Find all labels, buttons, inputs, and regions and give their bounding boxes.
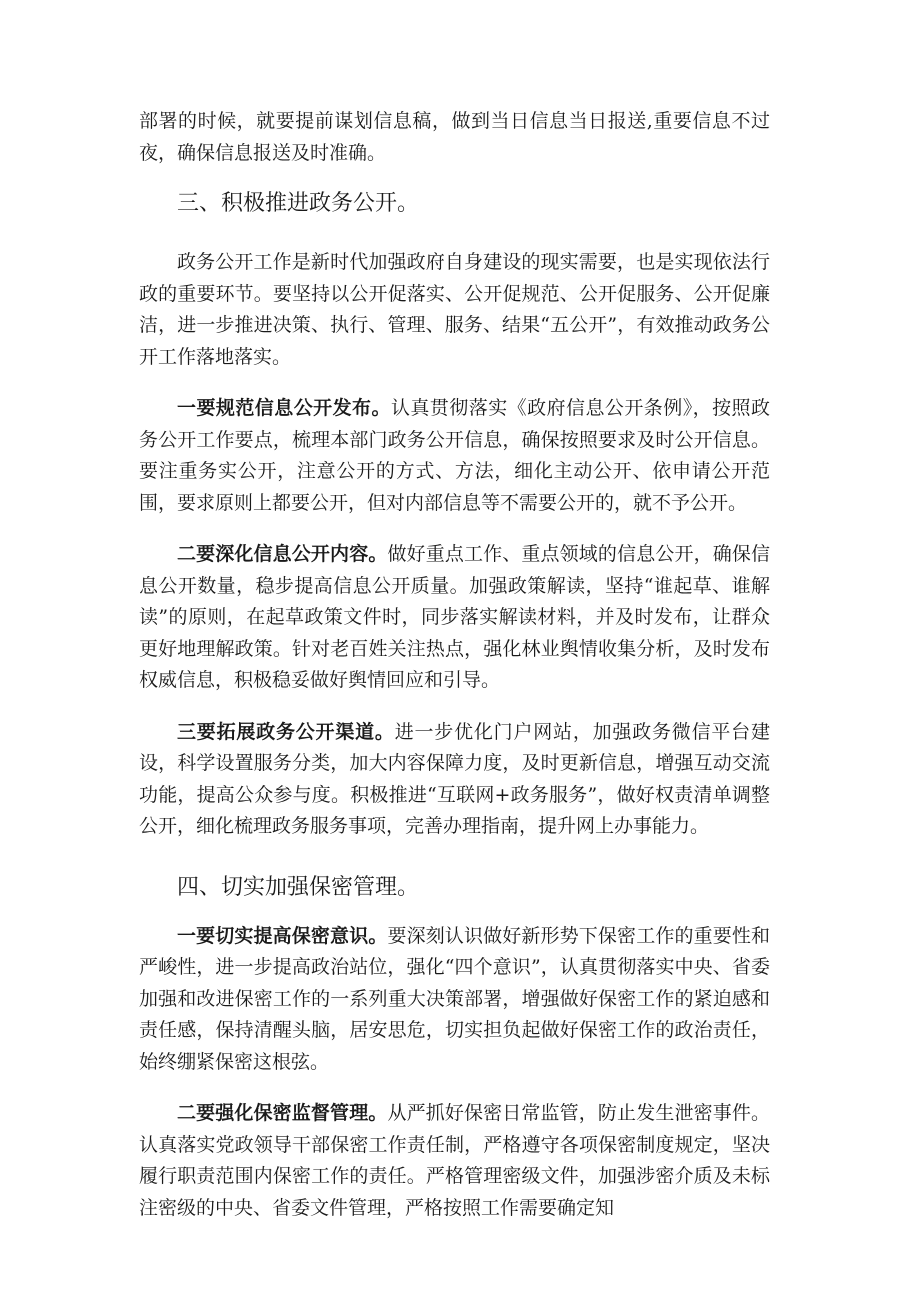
paragraph-body: 进一步优化门户网站，加强政务微信平台建设，科学设置服务分类，加大内容保障力度，及时更新信息，增强互动交流功能，提高公众参与度。积极推进“互联网+政务服务”，做好权责清单调整公开，细化梳理政务服务事项，完善办理指南，提升网上办事能力。	[139, 720, 770, 837]
paragraph-open-government-intro: 政务公开工作是新时代加强政府自身建设的现实需要，也是实现依法行政的重要环节。要坚持以公开促落实、公开促规范、公开促服务、公开促廉洁，进一步推进决策、执行、管理、服务、结果“五公开”，有效推动政务公开工作落地落实。	[139, 251, 770, 368]
paragraph-lead: 一要规范信息公开发布。	[177, 397, 391, 419]
paragraph-body: 认真贯彻落实《政府信息公开条例》，按照政务公开工作要点，梳理本部门政务公开信息，确保按照要求及时公开信息。要注重务实公开，注意公开的方式、方法，细化主动公开、依申请公开范围，要求原则上都要公开，但对内部信息等不需要公开的，就不予公开。	[139, 397, 770, 514]
paragraph-secrecy-supervision	[139, 1098, 770, 1224]
paragraph-continuation: 部署的时候，就要提前谋划信息稿，做到当日信息当日报送,重要信息不过夜，确保信息报送及时准确。	[139, 110, 770, 164]
paragraph-lead: 三要拓展政务公开渠道。	[177, 720, 395, 743]
paragraph-body: 做好重点工作、重点领域的信息公开，确保信息公开数量，稳步提高信息公开质量。加强政策解读，坚持“谁起草、谁解读”的原则，在起草政策文件时，同步落实解读材料，并及时发布，让群众更好地理解政策。针对老百姓关注热点，强化林业舆情收集分析，及时发布权威信息，积极稳妥做好舆情回应和引导。	[139, 543, 770, 691]
section-heading-3: 三、积极推进政务公开。	[177, 191, 420, 216]
paragraph-deepen-disclosure	[139, 539, 770, 697]
paragraph-body: 从严抓好保密日常监管，防止发生泄密事件。认真落实党政领导干部保密工作责任制，严格遵守各项保密制度规定，坚决履行职责范围内保密工作的责任。严格管理密级文件，加强涉密介质及未标注密级的中央、省委文件管理，严格按照工作需要确定知	[139, 1102, 770, 1219]
paragraph-lead: 一要切实提高保密意识。	[177, 924, 388, 947]
paragraph-standardize-disclosure	[139, 393, 770, 519]
paragraph-lead: 二要强化保密监督管理。	[177, 1102, 388, 1124]
section-heading-4: 四、切实加强保密管理。	[177, 874, 420, 900]
paragraph-expand-channels	[139, 717, 770, 843]
paragraph-secrecy-awareness	[139, 921, 770, 1079]
paragraph-lead: 二要深化信息公开内容。	[177, 543, 388, 565]
paragraph-body: 要深刻认识做好新形势下保密工作的重要性和严峻性，进一步提高政治站位，强化“四个意识”，认真贯彻落实中央、省委加强和改进保密工作的一系列重大决策部署，增强做好保密工作的紧迫感和责任感，保持清醒头脑，居安思危，切实担负起做好保密工作的政治责任，始终绷紧保密这根弦。	[139, 924, 770, 1073]
